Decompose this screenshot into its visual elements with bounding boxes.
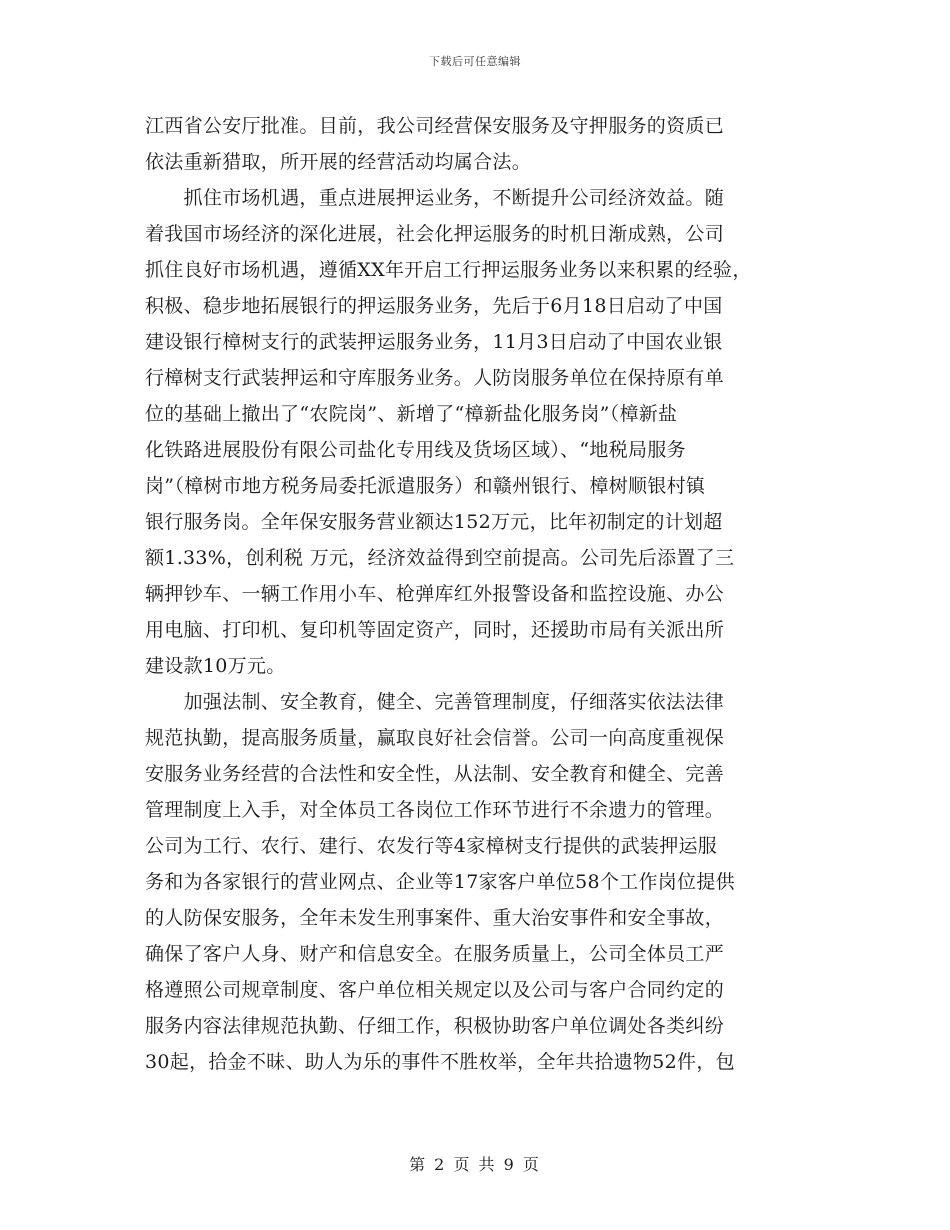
text-line: 建设款10万元。	[145, 655, 286, 677]
text-line: 化铁路进展股份有限公司盐化专用线及货场区域）、“地税局服务	[145, 439, 686, 461]
text-line: 岗”（樟树市地方税务局委托派遣服务）和赣州银行、樟树顺银村镇	[145, 475, 706, 497]
text-line: 位的基础上撤出了“农院岗”、新增了“樟新盐化服务岗”（樟新盐	[145, 403, 678, 425]
text-line: 用电脑、打印机、复印机等固定资产，同时，还援助市局有关派出所	[145, 619, 725, 641]
text-line: 的人防保安服务，全年未发生刑事案件、重大治安事件和安全事故，	[145, 907, 725, 929]
text-line: 辆押钞车、一辆工作用小车、枪弹库红外报警设备和监控设施、办公	[145, 583, 725, 605]
text-line: 依法重新猎取，所开展的经营活动均属合法。	[145, 151, 532, 173]
page-number-footer: 第 2 页 共 9 页	[409, 1155, 541, 1174]
text-line: 管理制度上入手，对全体员工各岗位工作环节进行不余遗力的管理。	[145, 799, 725, 821]
text-line: 建设银行樟树支行的武装押运服务业务，11月3日启动了中国农业银	[145, 331, 723, 353]
text-line: 服务内容法律规范执勤、仔细工作，积极协助客户单位调处各类纠纷	[145, 1015, 725, 1037]
text-line: 规范执勤，提高服务质量，赢取良好社会信誉。公司一向高度重视保	[145, 727, 725, 749]
text-line: 额1.33%，创利税 万元，经济效益得到空前提高。公司先后添置了三	[145, 547, 735, 569]
text-line: 加强法制、安全教育，健全、完善管理制度，仔细落实依法法律	[145, 691, 725, 713]
text-line: 抓住市场机遇，重点进展押运业务，不断提升公司经济效益。随	[145, 187, 725, 209]
text-line: 抓住良好市场机遇，遵循XX年开启工行押运服务业务以来积累的经验，	[145, 259, 752, 281]
page-header: 下载后可任意编辑	[429, 55, 521, 68]
text-line: 银行服务岗。全年保安服务营业额达152万元，比年初制定的计划超	[145, 511, 723, 533]
text-line: 江西省公安厅批准。目前，我公司经营保安服务及守押服务的资质已	[145, 115, 725, 137]
document-body	[145, 108, 805, 1080]
text-line: 安服务业务经营的合法性和安全性，从法制、安全教育和健全、完善	[145, 763, 725, 785]
text-line: 格遵照公司规章制度、客户单位相关规定以及公司与客户合同约定的	[145, 979, 725, 1001]
text-line: 着我国市场经济的深化进展，社会化押运服务的时机日渐成熟，公司	[145, 223, 725, 245]
text-line: 务和为各家银行的营业网点、企业等17家客户单位58个工作岗位提供	[145, 871, 735, 893]
text-line: 行樟树支行武装押运和守库服务业务。人防岗服务单位在保持原有单	[145, 367, 725, 389]
text-line: 确保了客户人身、财产和信息安全。在服务质量上，公司全体员工严	[145, 943, 725, 965]
text-line: 30起，拾金不昧、助人为乐的事件不胜枚举，全年共拾遗物52件，包	[145, 1051, 735, 1073]
text-line: 积极、稳步地拓展银行的押运服务业务，先后于6月18日启动了中国	[145, 295, 723, 317]
text-line: 公司为工行、农行、建行、农发行等4家樟树支行提供的武装押运服	[145, 835, 718, 857]
